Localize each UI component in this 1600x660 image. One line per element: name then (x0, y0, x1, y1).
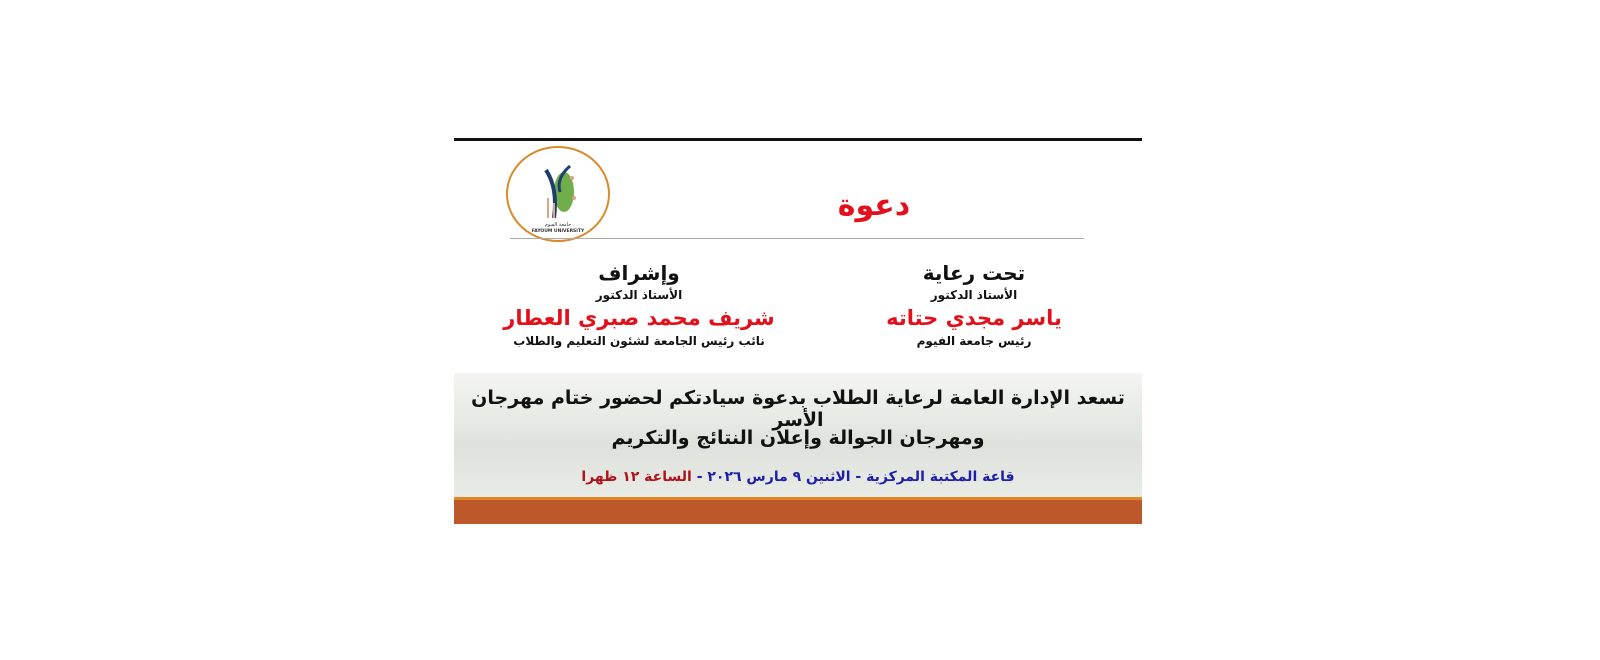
invitation-band (454, 373, 1142, 497)
invitation-card (454, 138, 1142, 524)
svg-text:FAYOUM UNIVERSITY: FAYOUM UNIVERSITY (531, 229, 585, 234)
patron-heading: تحت رعاية (922, 261, 1026, 285)
invitation-line-1: تسعد الإدارة العامة لرعاية الطلاب بدعوة سيادتكم لحضور ختام مهرجان الأسر (471, 387, 1125, 431)
invitation-title: دعوة (837, 188, 911, 223)
svg-text:جامعة الفيوم: جامعة الفيوم (544, 222, 572, 228)
supervisor-name: شريف محمد صبري العطار (503, 306, 775, 330)
fayoum-university-logo (506, 146, 610, 242)
divider (510, 238, 1084, 239)
supervisor-role: نائب رئيس الجامعة لشئون التعليم والطلاب (513, 334, 765, 348)
invitation-line-2: ومهرجان الجوالة وإعلان النتائج والتكريم (611, 427, 985, 449)
patron-name: ياسر مجدي حتاته (886, 306, 1062, 330)
patron-role: رئيس جامعة الفيوم (916, 334, 1032, 348)
bottom-bar (454, 500, 1142, 524)
supervisor-block (489, 260, 789, 350)
patron-prefix: الأستاذ الدكتور (930, 288, 1018, 302)
supervisor-heading: وإشراف (598, 261, 680, 285)
patron-block (824, 260, 1124, 350)
event-time: الساعة ١٢ ظهرا (581, 469, 692, 485)
top-rule (454, 138, 1142, 141)
venue-date: قاعة المكتبة المركزية - الاثنين ٩ مارس ٢٠٢٦ - (696, 469, 1015, 485)
venue-line (454, 469, 1142, 485)
supervisor-prefix: الأستاذ الدكتور (595, 288, 683, 302)
